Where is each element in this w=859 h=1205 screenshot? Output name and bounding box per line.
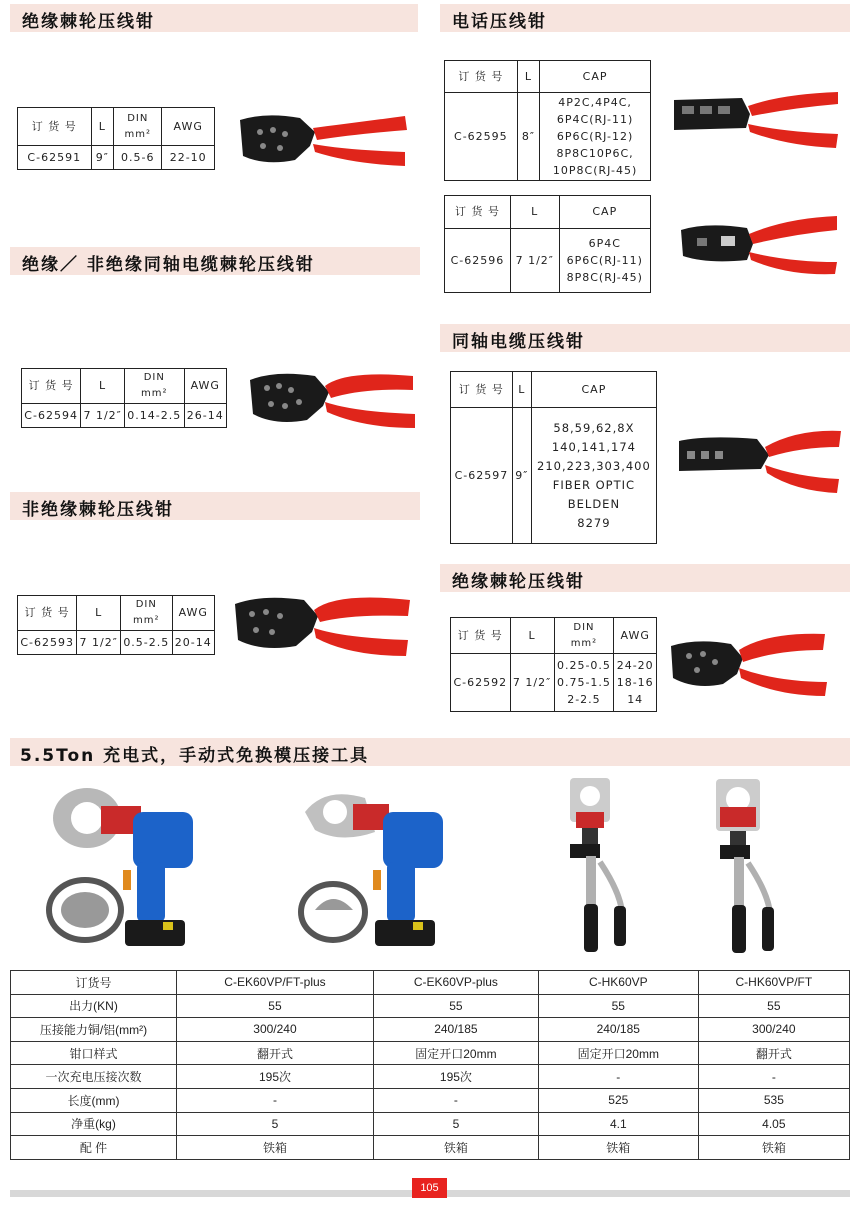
spec-table-c62597 — [450, 371, 657, 544]
row-label: 钳口样式 — [11, 1041, 177, 1065]
cell-length: 9″ — [91, 146, 114, 170]
cell-cap: 6P4C 6P6C(RJ-11) 8P8C(RJ-45) — [559, 229, 650, 293]
table-cell: 55 — [177, 994, 374, 1018]
cell-length: 7 1/2″ — [77, 631, 121, 655]
row-label: 配 件 — [11, 1136, 177, 1160]
table-cell: 5 — [177, 1112, 374, 1136]
header-din: DIN mm² — [125, 369, 185, 404]
section-header-insulated-ratchet-2 — [440, 564, 850, 592]
cell-length: 7 1/2″ — [81, 404, 125, 428]
section-header-coax-ratchet — [10, 247, 420, 275]
table-row — [11, 1136, 850, 1160]
section-header-coax — [440, 324, 850, 352]
battery-crimp-tool-image — [45, 782, 210, 952]
cell-din: 0.5-2.5 — [121, 631, 173, 655]
telephone-crimper-image — [672, 88, 840, 150]
row-label: 长度(mm) — [11, 1088, 177, 1112]
spec-table-c62595 — [444, 60, 651, 181]
table-row — [11, 1065, 850, 1089]
crimping-plier-image — [232, 588, 412, 658]
battery-crimp-tool-image — [295, 782, 460, 952]
cell-awg: 26-14 — [184, 404, 226, 428]
crimping-plier-image — [235, 110, 410, 170]
table-cell: - — [373, 1088, 538, 1112]
telephone-crimper-image — [677, 212, 839, 276]
table-cell: - — [698, 1065, 849, 1089]
header-length: L — [91, 108, 114, 146]
spec-table-c62591 — [17, 107, 215, 170]
row-label: 净重(kg) — [11, 1112, 177, 1136]
header-length: L — [512, 372, 531, 408]
cell-din: 0.25-0.5 0.75-1.5 2-2.5 — [554, 654, 614, 712]
table-cell: 4.05 — [698, 1112, 849, 1136]
hydraulic-crimp-tool-image — [550, 772, 640, 956]
table-cell: 55 — [698, 994, 849, 1018]
table-cell: 5 — [373, 1112, 538, 1136]
cell-code: C-62593 — [18, 631, 77, 655]
table-cell: 固定开口20mm — [538, 1041, 698, 1065]
table-cell: 55 — [373, 994, 538, 1018]
crimping-plier-image — [667, 628, 829, 696]
cell-code: C-62596 — [445, 229, 511, 293]
table-row — [11, 1041, 850, 1065]
header-cell: 订货号 — [11, 971, 177, 995]
table-row — [11, 1112, 850, 1136]
header-order: 订 货 号 — [18, 108, 92, 146]
table-row — [11, 1018, 850, 1042]
table-cell: 525 — [538, 1088, 698, 1112]
section-header-crimp-tools — [10, 738, 850, 766]
crimping-plier-image — [245, 362, 417, 430]
table-cell: - — [177, 1088, 374, 1112]
table-cell: 300/240 — [698, 1018, 849, 1042]
cell-code: C-62592 — [451, 654, 511, 712]
table-cell: 55 — [538, 994, 698, 1018]
header-order: 订 货 号 — [445, 61, 518, 93]
crimp-tool-spec-table — [10, 970, 850, 1160]
table-cell: 535 — [698, 1088, 849, 1112]
table-cell: 铁箱 — [698, 1136, 849, 1160]
cell-code: C-62597 — [451, 408, 513, 544]
cell-din: 0.5-6 — [114, 146, 162, 170]
table-cell: 铁箱 — [177, 1136, 374, 1160]
spec-table-c62596 — [444, 195, 651, 293]
row-label: 一次充电压接次数 — [11, 1065, 177, 1089]
cell-length: 8″ — [517, 93, 539, 181]
table-cell: 翻开式 — [698, 1041, 849, 1065]
spec-table-c62594 — [21, 368, 227, 428]
cell-awg: 20-14 — [172, 631, 214, 655]
header-order: 订 货 号 — [18, 596, 77, 631]
header-awg: AWG — [172, 596, 214, 631]
table-cell: 铁箱 — [538, 1136, 698, 1160]
header-length: L — [510, 618, 554, 654]
cell-cap: 4P2C,4P4C, 6P4C(RJ-11) 6P6C(RJ-12) 8P8C10P6C, 10P8C(RJ-45) — [540, 93, 651, 181]
table-cell: 195次 — [373, 1065, 538, 1089]
header-din: DIN mm² — [114, 108, 162, 146]
table-header-row — [11, 971, 850, 995]
cell-awg: 22-10 — [162, 146, 215, 170]
section-header-insulated-ratchet — [10, 4, 418, 32]
header-cell: C-HK60VP — [538, 971, 698, 995]
header-length: L — [510, 196, 559, 229]
table-cell: 300/240 — [177, 1018, 374, 1042]
header-awg: AWG — [162, 108, 215, 146]
header-order: 订 货 号 — [451, 372, 513, 408]
table-cell: 4.1 — [538, 1112, 698, 1136]
header-cell: C-EK60VP/FT-plus — [177, 971, 374, 995]
section-title: 绝缘棘轮压线钳 — [452, 572, 585, 592]
section-title: 电话压线钳 — [452, 12, 547, 32]
table-cell: - — [538, 1065, 698, 1089]
header-cell: C-EK60VP-plus — [373, 971, 538, 995]
hydraulic-crimp-tool-image — [702, 775, 792, 955]
cell-code: C-62591 — [18, 146, 92, 170]
header-cell: C-HK60VP/FT — [698, 971, 849, 995]
table-row — [11, 1088, 850, 1112]
table-cell: 铁箱 — [373, 1136, 538, 1160]
section-title: 绝缘／ 非绝缘同轴电缆棘轮压线钳 — [22, 255, 315, 275]
cell-code: C-62595 — [445, 93, 518, 181]
cell-code: C-62594 — [22, 404, 81, 428]
header-cap: CAP — [559, 196, 650, 229]
section-title: 非绝缘棘轮压线钳 — [22, 500, 174, 520]
section-header-telephone — [440, 4, 850, 32]
header-length: L — [517, 61, 539, 93]
header-cap: CAP — [540, 61, 651, 93]
row-label: 出力(KN) — [11, 994, 177, 1018]
section-title: 同轴电缆压线钳 — [452, 332, 585, 352]
table-cell: 240/185 — [373, 1018, 538, 1042]
spec-table-c62593 — [17, 595, 215, 655]
page-number: 105 — [412, 1178, 447, 1198]
row-label: 压接能力铜/铝(mm²) — [11, 1018, 177, 1042]
table-cell: 240/185 — [538, 1018, 698, 1042]
header-order: 订 货 号 — [22, 369, 81, 404]
cell-length: 7 1/2″ — [510, 229, 559, 293]
table-cell: 195次 — [177, 1065, 374, 1089]
section-title: 绝缘棘轮压线钳 — [22, 12, 155, 32]
cell-length: 7 1/2″ — [510, 654, 554, 712]
header-din: DIN mm² — [554, 618, 614, 654]
header-length: L — [81, 369, 125, 404]
table-cell: 固定开口20mm — [373, 1041, 538, 1065]
cell-cap: 58,59,62,8X 140,141,174 210,223,303,400 FIBER OPTIC BELDEN 8279 — [531, 408, 656, 544]
header-length: L — [77, 596, 121, 631]
header-awg: AWG — [614, 618, 657, 654]
table-row — [11, 994, 850, 1018]
cell-awg: 24-20 18-16 14 — [614, 654, 657, 712]
section-title: 5.5Ton 充电式，手动式免换模压接工具 — [20, 746, 370, 766]
cell-length: 9″ — [512, 408, 531, 544]
header-cap: CAP — [531, 372, 656, 408]
header-order: 订 货 号 — [451, 618, 511, 654]
header-awg: AWG — [184, 369, 226, 404]
spec-table-c62592 — [450, 617, 657, 712]
section-header-non-insulated — [10, 492, 420, 520]
coax-crimper-image — [677, 425, 842, 495]
header-din: DIN mm² — [121, 596, 173, 631]
table-cell: 翻开式 — [177, 1041, 374, 1065]
header-order: 订 货 号 — [445, 196, 511, 229]
cell-din: 0.14-2.5 — [125, 404, 185, 428]
